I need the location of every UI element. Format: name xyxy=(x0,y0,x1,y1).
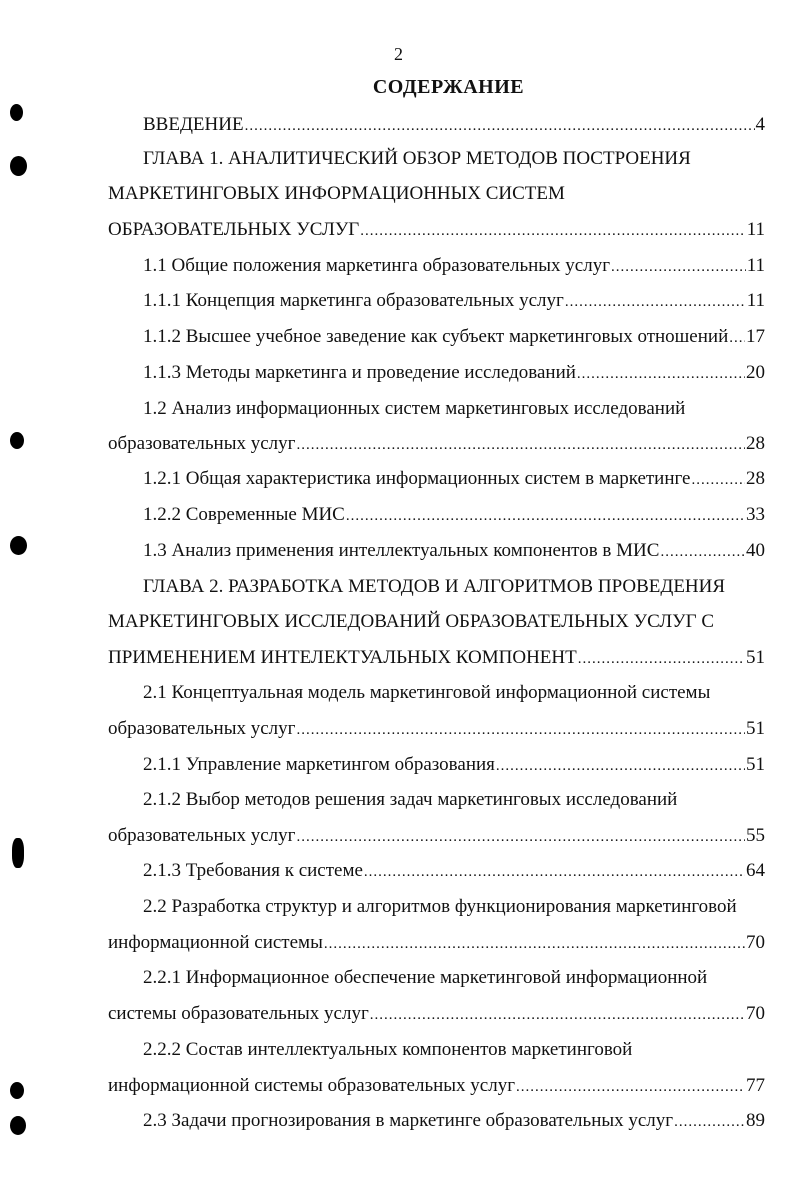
toc-entry: 2.1.2 Выбор методов решения задач маркетинговых исследований xyxy=(143,789,678,810)
toc-entry: 2.2.1 Информационное обеспечение маркетинговой информационной xyxy=(143,967,708,988)
toc-entry: ГЛАВА 2. РАЗРАБОТКА МЕТОДОВ И АЛГОРИТМОВ ПРОВЕДЕНИЯ xyxy=(143,576,726,597)
toc-entry: 1.1.3 Методы маркетинга и проведение исследований ..... 20 xyxy=(143,360,765,386)
binder-hole-mark xyxy=(10,104,23,121)
toc-entry: 1.1 Общие положения маркетинга образовательных услуг ..... 11 xyxy=(143,253,765,279)
toc-entry: 2.1 Концептуальная модель маркетинговой информационной системы xyxy=(143,682,711,703)
toc-entry: 1.1.2 Высшее учебное заведение как субъект маркетинговых отношений ..... 17 xyxy=(143,324,765,350)
toc-entry: 1.1.1 Концепция маркетинга образовательных услуг ..... 11 xyxy=(143,288,765,314)
toc-entry: 2.2 Разработка структур и алгоритмов функционирования маркетинговой xyxy=(143,896,737,917)
binder-hole-mark xyxy=(12,838,24,868)
toc-entry: 2.2.2 Состав интеллектуальных компонентов маркетинговой xyxy=(143,1039,633,1060)
toc-entry: ПРИМЕНЕНИЕМ ИНТЕЛЕКТУАЛЬНЫХ КОМПОНЕНТ ..... 51 xyxy=(108,645,765,671)
toc-entry: ОБРАЗОВАТЕЛЬНЫХ УСЛУГ ..... 11 xyxy=(108,217,765,243)
binder-hole-mark xyxy=(10,156,27,176)
toc-entry: 2.1.1 Управление маркетингом образования ..... 51 xyxy=(143,752,765,778)
toc-entry: 2.3 Задачи прогнозирования в маркетинге образовательных услуг ..... 89 xyxy=(143,1108,765,1134)
toc-entry: ГЛАВА 1. АНАЛИТИЧЕСКИЙ ОБЗОР МЕТОДОВ ПОСТРОЕНИЯ xyxy=(143,148,691,169)
binder-hole-mark xyxy=(10,432,24,449)
toc-entry: 1.3 Анализ применения интеллектуальных компонентов в МИС ..... 40 xyxy=(143,538,765,564)
binder-hole-mark xyxy=(10,1082,24,1099)
toc-entry: системы образовательных услуг ..... 70 xyxy=(108,1001,765,1027)
toc-entry: 2.1.3 Требования к системе ..... 64 xyxy=(143,858,765,884)
toc-entry: информационной системы образовательных услуг ..... 77 xyxy=(108,1073,765,1099)
toc-title: СОДЕРЖАНИЕ xyxy=(372,76,525,98)
toc-entry: информационной системы ..... 70 xyxy=(108,930,765,956)
toc-entry: ВВЕДЕНИЕ ..... 4 xyxy=(143,112,765,138)
toc-entry: образовательных услуг ..... 51 xyxy=(108,716,765,742)
toc-entry: 1.2.1 Общая характеристика информационных систем в маркетинге ..... 28 xyxy=(143,466,765,492)
binder-hole-mark xyxy=(10,536,27,555)
toc-entry: 1.2.2 Современные МИС ..... 33 xyxy=(143,502,765,528)
toc-entry: МАРКЕТИНГОВЫХ ИНФОРМАЦИОННЫХ СИСТЕМ xyxy=(108,183,565,204)
toc-entry: образовательных услуг ..... 28 xyxy=(108,431,765,457)
toc-entry: 1.2 Анализ информационных систем маркетинговых исследований xyxy=(143,398,686,419)
toc-entry: МАРКЕТИНГОВЫХ ИССЛЕДОВАНИЙ ОБРАЗОВАТЕЛЬНЫХ УСЛУГ С xyxy=(108,611,715,632)
page-number: 2 xyxy=(394,44,403,64)
toc-entry: образовательных услуг ..... 55 xyxy=(108,823,765,849)
binder-hole-mark xyxy=(10,1116,26,1135)
